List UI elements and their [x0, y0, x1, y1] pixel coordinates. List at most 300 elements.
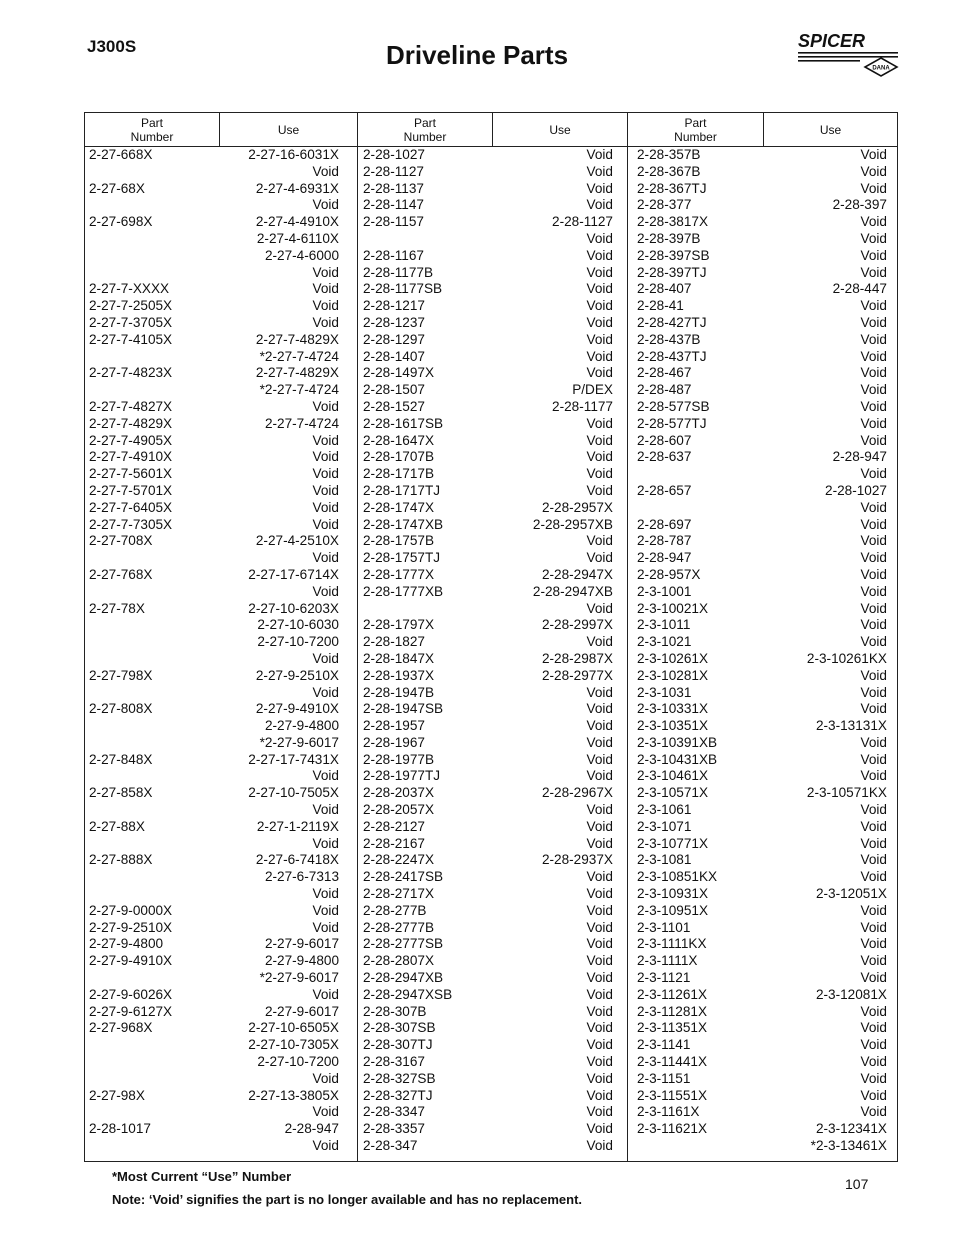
part-number-cell: 2-28-2057X	[363, 802, 435, 818]
part-number-cell: 2-27-7-6405X	[89, 499, 173, 515]
part-number-cell: 2-3-1071	[637, 818, 692, 834]
use-cell: 2-27-10-7200	[257, 1054, 339, 1070]
use-cell: Void	[586, 684, 613, 700]
table-row	[85, 735, 897, 752]
use-cell: Void	[860, 1104, 887, 1120]
part-number-cell: 2-27-7-7305X	[89, 516, 173, 532]
part-number-cell: 2-28-367B	[637, 163, 701, 179]
table-row	[85, 584, 897, 601]
part-number-cell: 2-28-1147	[363, 197, 424, 213]
use-cell: Void	[860, 667, 887, 683]
part-number-cell: 2-28-1977TJ	[363, 768, 441, 784]
part-number-cell: 2-3-1111X	[637, 953, 698, 969]
table-row	[85, 416, 897, 433]
part-number-cell: 2-27-7-4105X	[89, 331, 173, 347]
use-cell: Void	[586, 298, 613, 314]
table-row	[85, 1138, 897, 1155]
part-number-cell: 2-28-1237	[363, 314, 425, 330]
use-cell: Void	[312, 264, 339, 280]
part-number-cell: 2-28-577SB	[637, 398, 710, 414]
table-row	[85, 298, 897, 315]
table-row	[85, 936, 897, 953]
use-cell: Void	[586, 331, 613, 347]
table-row	[85, 869, 897, 886]
brand-name: SPICER	[798, 31, 866, 51]
table-row	[85, 483, 897, 500]
header-part-number-1: Part Number	[130, 115, 174, 144]
use-cell: Void	[860, 734, 887, 750]
table-row	[85, 852, 897, 869]
table-row	[85, 1004, 897, 1021]
use-cell: Void	[586, 1037, 613, 1053]
use-cell: 2-3-12341X	[815, 1121, 887, 1137]
table-row	[85, 248, 897, 265]
use-cell: Void	[860, 835, 887, 851]
part-number-cell: 2-28-2777SB	[363, 936, 444, 952]
table-row	[85, 1121, 897, 1138]
part-number-cell: 2-3-10281X	[637, 667, 709, 683]
use-cell: Void	[312, 197, 339, 213]
table-row	[85, 953, 897, 970]
use-cell: 2-27-16-6031X	[248, 147, 339, 162]
part-number-cell: 2-28-407	[637, 281, 692, 297]
use-cell: Void	[312, 1138, 339, 1154]
part-number-cell: 2-28-607	[637, 432, 692, 448]
table-row	[85, 768, 897, 785]
part-number-cell: 2-28-1027	[363, 147, 425, 162]
part-number-cell: 2-28-1177B	[363, 264, 434, 280]
page-title: Driveline Parts	[385, 40, 569, 70]
use-cell: Void	[586, 902, 613, 918]
part-number-cell: 2-28-2807X	[363, 953, 435, 969]
use-cell: Void	[586, 449, 613, 465]
part-number-cell: 2-3-11351X	[637, 1020, 708, 1036]
use-cell: 2-3-10571KX	[806, 785, 887, 801]
use-cell: Void	[860, 634, 887, 650]
use-cell: Void	[860, 163, 887, 179]
part-number-cell: 2-3-11441X	[637, 1054, 708, 1070]
part-number-cell: 2-3-10261X	[637, 650, 709, 666]
use-cell: 2-27-9-4800	[264, 718, 339, 734]
part-number-cell: 2-28-427TJ	[637, 314, 707, 330]
use-cell: Void	[860, 147, 887, 162]
current-use-note: *Most Current “Use” Number	[112, 1169, 292, 1184]
use-cell: Void	[586, 768, 613, 784]
use-cell: 2-28-1177	[552, 398, 613, 414]
table-row	[85, 886, 897, 903]
table-row	[85, 567, 897, 584]
table-row	[85, 332, 897, 349]
use-cell: Void	[312, 684, 339, 700]
part-number-cell: 2-3-10771X	[637, 835, 709, 851]
use-cell: 2-27-7-4724	[264, 415, 339, 431]
part-number-cell: 2-28-3817X	[637, 214, 709, 230]
table-row	[85, 651, 897, 668]
part-number-cell: 2-3-10331X	[637, 701, 709, 717]
part-number-cell: 2-28-2417SB	[363, 869, 444, 885]
use-cell: Void	[586, 1121, 613, 1137]
use-cell: 2-28-2997X	[541, 617, 613, 633]
use-cell: 2-27-4-6000	[264, 247, 339, 263]
use-cell: Void	[860, 970, 887, 986]
part-number-cell: 2-3-10391XB	[637, 734, 718, 750]
table-row	[85, 164, 897, 181]
use-cell: Void	[586, 550, 613, 566]
part-number-cell: 2-28-957X	[637, 566, 701, 582]
use-cell: Void	[860, 566, 887, 582]
use-cell: Void	[312, 314, 339, 330]
part-number-cell: 2-28-2947XB	[363, 970, 444, 986]
use-cell: 2-3-10261KX	[806, 650, 887, 666]
use-cell: 2-27-17-6714X	[248, 566, 339, 582]
use-cell: Void	[860, 466, 887, 482]
use-cell: 2-28-2947XB	[532, 583, 613, 599]
use-cell: Void	[312, 482, 339, 498]
use-cell: 2-28-447	[832, 281, 887, 297]
table-row	[85, 634, 897, 651]
use-cell: 2-28-2957X	[541, 499, 613, 515]
part-number-cell: 2-28-357B	[637, 147, 701, 162]
use-cell: Void	[586, 953, 613, 969]
part-number-cell: 2-27-7-4827X	[89, 398, 173, 414]
use-cell: 2-27-10-6030	[257, 617, 339, 633]
part-number-cell: 2-28-1017	[89, 1121, 151, 1137]
use-cell: Void	[860, 398, 887, 414]
use-cell: Void	[312, 986, 339, 1002]
part-number-cell: 2-27-9-0000X	[89, 902, 173, 918]
part-number-cell: 2-28-1797X	[363, 617, 435, 633]
part-number-cell: 2-27-9-4800	[89, 936, 164, 952]
part-number-cell: 2-28-657	[637, 482, 692, 498]
part-number-cell: 2-28-1947B	[363, 684, 435, 700]
part-number-cell: 2-27-7-4910X	[89, 449, 173, 465]
part-number-cell: 2-28-787	[637, 533, 692, 549]
table-row	[85, 701, 897, 718]
part-number-cell: 2-3-1011	[637, 617, 691, 633]
table-row	[85, 231, 897, 248]
part-number-cell: 2-3-1081	[637, 852, 692, 868]
part-number-cell: 2-3-1161X	[637, 1104, 700, 1120]
part-number-cell: 2-28-1747XB	[363, 516, 444, 532]
table-row	[85, 449, 897, 466]
part-number-cell: 2-27-7-XXXX	[89, 281, 170, 297]
part-number-cell: 2-28-1967	[363, 734, 425, 750]
use-cell: P/DEX	[572, 382, 613, 398]
use-cell: Void	[586, 970, 613, 986]
use-cell: 2-27-4-6931X	[255, 180, 339, 196]
part-number-cell: 2-3-1111KX	[637, 936, 707, 952]
part-number-cell: 2-28-487	[637, 382, 692, 398]
use-cell: 2-3-12051X	[815, 886, 887, 902]
use-cell: *2-3-13461X	[810, 1138, 887, 1154]
part-number-cell: 2-27-9-4910X	[89, 953, 173, 969]
use-cell: 2-27-6-7313	[264, 869, 339, 885]
part-number-cell: 2-27-7-5601X	[89, 466, 173, 482]
use-cell: *2-27-7-4724	[259, 382, 339, 398]
part-number-cell: 2-27-9-6127X	[89, 1003, 173, 1019]
table-row	[85, 1054, 897, 1071]
part-number-cell: 2-3-1061	[637, 802, 692, 818]
part-number-cell: 2-27-7-2505X	[89, 298, 173, 314]
part-number-cell: 2-3-10431XB	[637, 751, 718, 767]
part-number-cell: 2-3-10951X	[637, 902, 709, 918]
use-cell: 2-27-10-7200	[257, 634, 339, 650]
use-cell: Void	[586, 835, 613, 851]
table-row	[85, 399, 897, 416]
table-row	[85, 550, 897, 567]
use-cell: Void	[860, 331, 887, 347]
use-cell: Void	[586, 180, 613, 196]
use-cell: 2-27-17-7431X	[248, 751, 339, 767]
part-number-cell: 2-28-1707B	[363, 449, 435, 465]
use-cell: Void	[586, 348, 613, 364]
table-row	[85, 433, 897, 450]
use-cell: Void	[586, 886, 613, 902]
use-cell: Void	[860, 768, 887, 784]
use-cell: Void	[860, 1037, 887, 1053]
part-number-cell: 2-28-697	[637, 516, 692, 532]
part-number-cell: 2-28-2127	[363, 818, 425, 834]
part-number-cell: 2-28-1777X	[363, 566, 435, 582]
use-cell: Void	[312, 835, 339, 851]
use-cell: 2-27-9-4800	[264, 953, 339, 969]
part-number-cell: 2-27-7-4829X	[89, 415, 173, 431]
table-row	[85, 214, 897, 231]
use-cell: Void	[586, 701, 613, 717]
use-cell: Void	[586, 1054, 613, 1070]
part-number-cell: 2-3-1001	[637, 583, 692, 599]
use-cell: Void	[586, 1087, 613, 1103]
part-number-cell: 2-27-798X	[89, 667, 153, 683]
use-cell: Void	[860, 902, 887, 918]
part-number-cell: 2-3-11261X	[637, 986, 708, 1002]
part-number-cell: 2-28-377	[637, 197, 692, 213]
use-cell: Void	[860, 802, 887, 818]
table-row	[85, 1020, 897, 1037]
table-row	[85, 181, 897, 198]
table-row	[85, 920, 897, 937]
part-number-cell: 2-3-1151	[637, 1070, 691, 1086]
part-number-cell: 2-28-1937X	[363, 667, 435, 683]
table-row	[85, 1037, 897, 1054]
table-row	[85, 601, 897, 618]
use-cell: Void	[586, 247, 613, 263]
part-number-cell: 2-28-2247X	[363, 852, 435, 868]
use-cell: Void	[860, 382, 887, 398]
part-number-cell: 2-28-2717X	[363, 886, 435, 902]
part-number-cell: 2-28-3357	[363, 1121, 425, 1137]
part-number-cell: 2-28-2037X	[363, 785, 435, 801]
use-cell: Void	[586, 264, 613, 280]
use-cell: Void	[860, 852, 887, 868]
part-number-cell: 2-28-1757B	[363, 533, 435, 549]
use-cell: 2-28-397	[832, 197, 887, 213]
table-row	[85, 500, 897, 517]
part-number-cell: 2-28-1217	[363, 298, 425, 314]
header-divider	[492, 113, 493, 146]
part-number-cell: 2-3-10851KX	[637, 869, 718, 885]
table-row	[85, 517, 897, 534]
use-cell: Void	[586, 751, 613, 767]
use-cell: Void	[312, 768, 339, 784]
part-number-cell: 2-3-11281X	[637, 1003, 708, 1019]
part-number-cell: 2-27-7-5701X	[89, 482, 173, 498]
use-cell: Void	[586, 869, 613, 885]
part-number-cell: 2-28-2947XSB	[363, 986, 453, 1002]
table-row	[85, 802, 897, 819]
use-cell: Void	[860, 684, 887, 700]
part-number-cell: 2-28-1847X	[363, 650, 435, 666]
use-cell: 2-28-2977X	[541, 667, 613, 683]
part-number-cell: 2-3-10931X	[637, 886, 709, 902]
part-number-cell: 2-28-3167	[363, 1054, 425, 1070]
use-cell: 2-28-2967X	[541, 785, 613, 801]
part-number-cell: 2-28-1407	[363, 348, 425, 364]
use-cell: Void	[312, 163, 339, 179]
header-use-3: Use	[819, 122, 842, 137]
part-number-cell: 2-28-1747X	[363, 499, 435, 515]
use-cell: Void	[312, 499, 339, 515]
table-row	[85, 265, 897, 282]
use-cell: 2-27-13-3805X	[248, 1087, 339, 1103]
part-number-cell: 2-28-1777XB	[363, 583, 444, 599]
use-cell: Void	[586, 600, 613, 616]
use-cell: Void	[860, 583, 887, 599]
use-cell: Void	[860, 1020, 887, 1036]
use-cell: 2-27-9-6017	[264, 936, 339, 952]
part-number-cell: 2-27-88X	[89, 818, 145, 834]
part-number-cell: 2-3-11621X	[637, 1121, 708, 1137]
part-number-cell: 2-28-1827	[363, 634, 425, 650]
table-row	[85, 903, 897, 920]
part-number-cell: 2-27-98X	[89, 1087, 145, 1103]
part-number-cell: 2-27-7-4905X	[89, 432, 173, 448]
use-cell: 2-28-2987X	[541, 650, 613, 666]
use-cell: Void	[860, 617, 887, 633]
part-number-cell: 2-28-577TJ	[637, 415, 707, 431]
part-number-cell: 2-27-78X	[89, 600, 145, 616]
use-cell: 2-27-9-6017	[264, 1003, 339, 1019]
use-cell: Void	[312, 583, 339, 599]
use-cell: 2-27-10-6203X	[248, 600, 339, 616]
part-number-cell: 2-28-1757TJ	[363, 550, 441, 566]
use-cell: Void	[586, 147, 613, 162]
spicer-logo	[796, 30, 902, 78]
use-cell: 2-28-1127	[552, 214, 613, 230]
part-number-cell: 2-28-437B	[637, 331, 701, 347]
use-cell: 2-27-9-2510X	[255, 667, 339, 683]
use-cell: Void	[860, 936, 887, 952]
use-cell: 2-28-947	[832, 449, 887, 465]
use-cell: Void	[586, 163, 613, 179]
use-cell: Void	[860, 1003, 887, 1019]
part-number-cell: 2-28-1717B	[363, 466, 435, 482]
use-cell: Void	[860, 214, 887, 230]
use-cell: Void	[586, 919, 613, 935]
part-number-cell: 2-27-848X	[89, 751, 153, 767]
use-cell: *2-27-7-4724	[259, 348, 339, 364]
part-number-cell: 2-27-698X	[89, 214, 153, 230]
part-number-cell: 2-3-1121	[637, 970, 691, 986]
table-row	[85, 147, 897, 164]
use-cell: Void	[860, 415, 887, 431]
use-cell: Void	[586, 482, 613, 498]
table-row	[85, 1104, 897, 1121]
part-number-cell: 2-28-397SB	[637, 247, 710, 263]
use-cell: Void	[860, 751, 887, 767]
part-number-cell: 2-28-1617SB	[363, 415, 444, 431]
part-number-cell: 2-3-10351X	[637, 718, 709, 734]
use-cell: 2-27-10-7505X	[248, 785, 339, 801]
part-number-cell: 2-28-947	[637, 550, 692, 566]
use-cell: Void	[860, 516, 887, 532]
table-row	[85, 315, 897, 332]
use-cell: Void	[586, 314, 613, 330]
use-cell: 2-3-12081X	[815, 986, 887, 1002]
use-cell: Void	[586, 1138, 613, 1154]
part-number-cell: 2-28-41	[637, 298, 684, 314]
use-cell: Void	[312, 902, 339, 918]
use-cell: Void	[312, 650, 339, 666]
use-cell: Void	[312, 466, 339, 482]
use-cell: Void	[586, 415, 613, 431]
table-row	[85, 752, 897, 769]
table-row	[85, 987, 897, 1004]
part-number-cell: 2-3-1141	[637, 1037, 691, 1053]
part-number-cell: 2-28-277B	[363, 902, 427, 918]
part-number-cell: 2-28-1297	[363, 331, 425, 347]
table-row	[85, 668, 897, 685]
header-part-number-3: Part Number	[674, 115, 717, 144]
use-cell: Void	[312, 449, 339, 465]
use-cell: 2-27-4-6110X	[256, 230, 339, 246]
table-row	[85, 617, 897, 634]
part-number-cell: 2-28-367TJ	[637, 180, 707, 196]
use-cell: Void	[586, 718, 613, 734]
use-cell: Void	[586, 230, 613, 246]
use-cell: 2-28-1027	[825, 482, 887, 498]
table-row	[85, 1071, 897, 1088]
part-number-cell: 2-28-1527	[363, 398, 425, 414]
use-cell: Void	[860, 600, 887, 616]
use-cell: 2-27-7-4829X	[255, 365, 339, 381]
use-cell: Void	[860, 869, 887, 885]
use-cell: Void	[860, 180, 887, 196]
part-number-cell: 2-28-327SB	[363, 1070, 436, 1086]
table-row	[85, 365, 897, 382]
table-row	[85, 785, 897, 802]
use-cell: Void	[860, 919, 887, 935]
use-cell: Void	[586, 466, 613, 482]
part-number-cell: 2-28-327TJ	[363, 1087, 433, 1103]
use-cell: Void	[586, 1020, 613, 1036]
part-number-cell: 2-27-668X	[89, 147, 153, 162]
part-number-cell: 2-3-10461X	[637, 768, 709, 784]
use-cell: 2-28-2957XB	[532, 516, 613, 532]
use-cell: Void	[312, 919, 339, 935]
table-row	[85, 718, 897, 735]
use-cell: Void	[586, 533, 613, 549]
part-number-cell: 2-28-1957	[363, 718, 425, 734]
use-cell: *2-27-9-6017	[259, 970, 339, 986]
use-cell: Void	[312, 398, 339, 414]
use-cell: 2-27-10-7305X	[248, 1037, 339, 1053]
table-row	[85, 349, 897, 366]
part-number-cell: 2-3-10571X	[637, 785, 709, 801]
use-cell: Void	[586, 734, 613, 750]
part-number-cell: 2-3-10021X	[637, 600, 709, 616]
use-cell: 2-28-2937X	[541, 852, 613, 868]
